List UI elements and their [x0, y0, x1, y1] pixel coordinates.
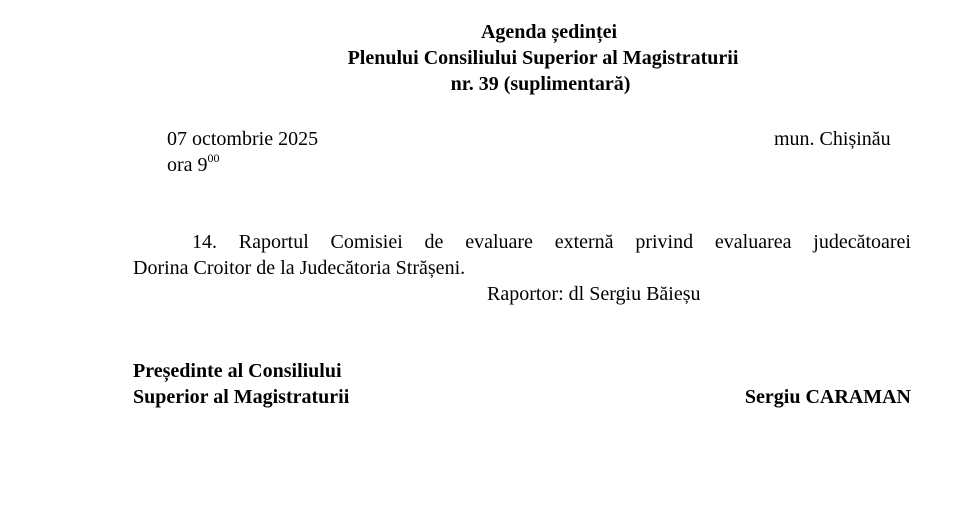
title-line-number: nr. 39 (suplimentară)	[450, 73, 631, 95]
agenda-item-text-line-2: Dorina Croitor de la Judecătoria Strășeni.	[133, 257, 466, 279]
meeting-time	[167, 152, 220, 178]
meeting-place: mun. Chișinău	[774, 128, 891, 150]
agenda-item-rapporteur: Raportor: dl Sergiu Băieșu	[487, 283, 701, 305]
meeting-time-label: ora 9	[167, 154, 208, 176]
agenda-item	[133, 229, 911, 281]
signature-role-line-2: Superior al Magistraturii	[133, 386, 350, 408]
title-line-agenda: Agenda ședinței	[480, 21, 618, 43]
meeting-time-minutes: 00	[207, 151, 220, 165]
meeting-date: 07 octombrie 2025	[167, 128, 319, 150]
title-line-plenum: Plenului Consiliului Superior al Magistraturii	[347, 47, 739, 69]
document-title	[0, 19, 963, 97]
agenda-item-text-line-1: 14. Raportul Comisiei de evaluare externă privind evaluarea judecătoarei	[192, 231, 911, 253]
signature-role	[133, 358, 349, 410]
signature-role-line-1: Președinte al Consiliului	[133, 360, 342, 382]
signature-name: Sergiu CARAMAN	[744, 386, 911, 408]
